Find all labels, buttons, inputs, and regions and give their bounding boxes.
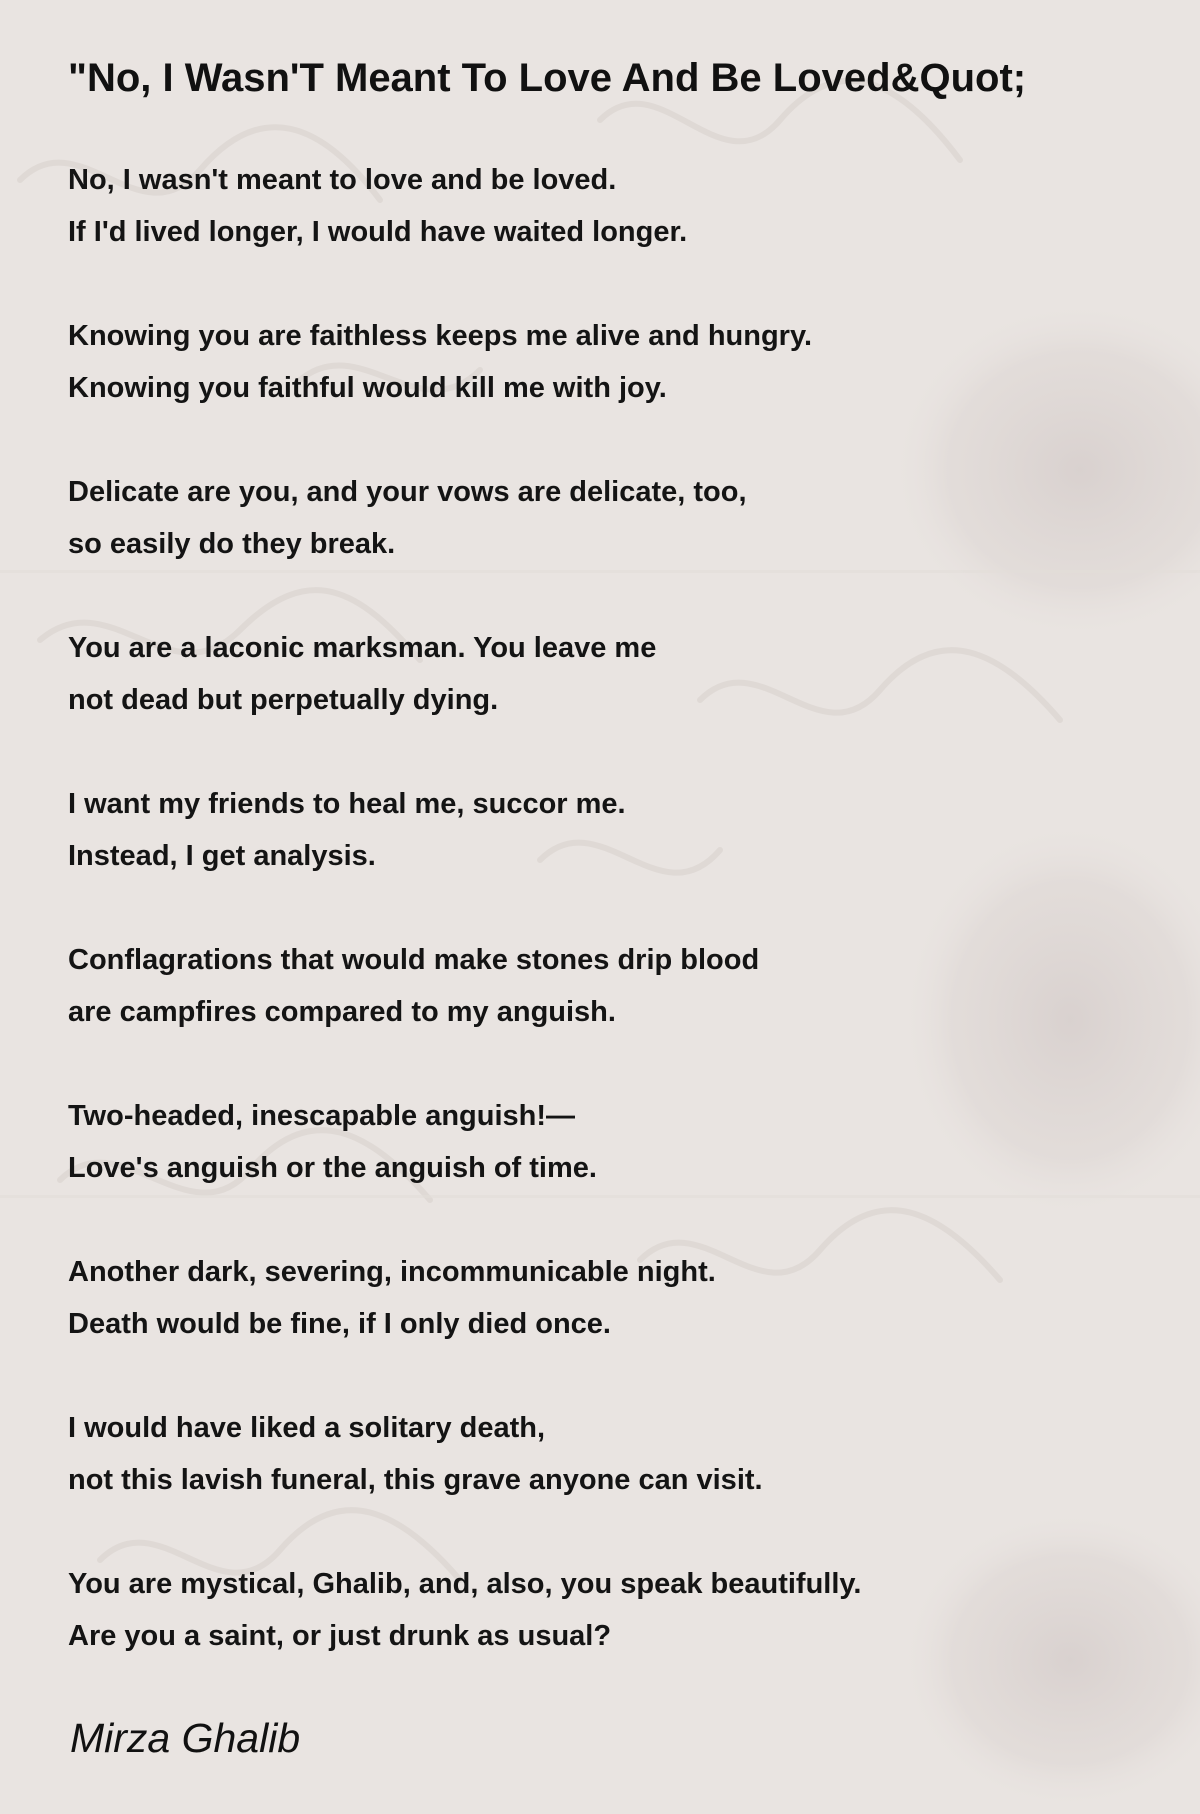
- poem-line: You are a laconic marksman. You leave me: [68, 632, 657, 664]
- poem-line: If I'd lived longer, I would have waited longer.: [68, 216, 688, 248]
- stanza: [68, 1402, 1168, 1506]
- poem-line: Are you a saint, or just drunk as usual?: [68, 1620, 612, 1652]
- poem-line: I would have liked a solitary death,: [68, 1412, 546, 1444]
- poem-body: [68, 154, 1168, 1662]
- poem-title: "No, I Wasn'T Meant To Love And Be Loved&Quot;: [68, 56, 1027, 100]
- stanza: [68, 778, 1168, 882]
- poem-line: so easily do they break.: [68, 528, 396, 560]
- poem-line: not dead but perpetually dying.: [68, 684, 499, 716]
- stanza: [68, 466, 1168, 570]
- poem-line: No, I wasn't meant to love and be loved.: [68, 164, 617, 196]
- poem-line: I want my friends to heal me, succor me.: [68, 788, 626, 820]
- poem-line: Another dark, severing, incommunicable night.: [68, 1256, 716, 1288]
- poem-line: Delicate are you, and your vows are delicate, too,: [68, 476, 747, 508]
- stanza: [68, 1090, 1168, 1194]
- poem-line: are campfires compared to my anguish.: [68, 996, 616, 1028]
- poem-container: [68, 50, 1168, 1714]
- stanza: [68, 1558, 1168, 1662]
- poem-line: You are mystical, Ghalib, and, also, you speak beautifully.: [68, 1568, 862, 1600]
- poem-line: Death would be fine, if I only died once.: [68, 1308, 611, 1340]
- poem-line: not this lavish funeral, this grave anyone can visit.: [68, 1464, 763, 1496]
- stanza: [68, 934, 1168, 1038]
- poem-line: Instead, I get analysis.: [68, 840, 376, 872]
- poem-line: Knowing you faithful would kill me with joy.: [68, 372, 667, 404]
- stanza: [68, 1246, 1168, 1350]
- stanza: [68, 310, 1168, 414]
- poem-line: Knowing you are faithless keeps me alive and hungry.: [68, 320, 813, 352]
- stanza: [68, 154, 1168, 258]
- poem-author: Mirza Ghalib: [70, 1715, 301, 1761]
- poem-line: Conflagrations that would make stones drip blood: [68, 944, 760, 976]
- poem-line: Two-headed, inescapable anguish!—: [68, 1100, 576, 1132]
- stanza: [68, 622, 1168, 726]
- poem-line: Love's anguish or the anguish of time.: [68, 1152, 597, 1184]
